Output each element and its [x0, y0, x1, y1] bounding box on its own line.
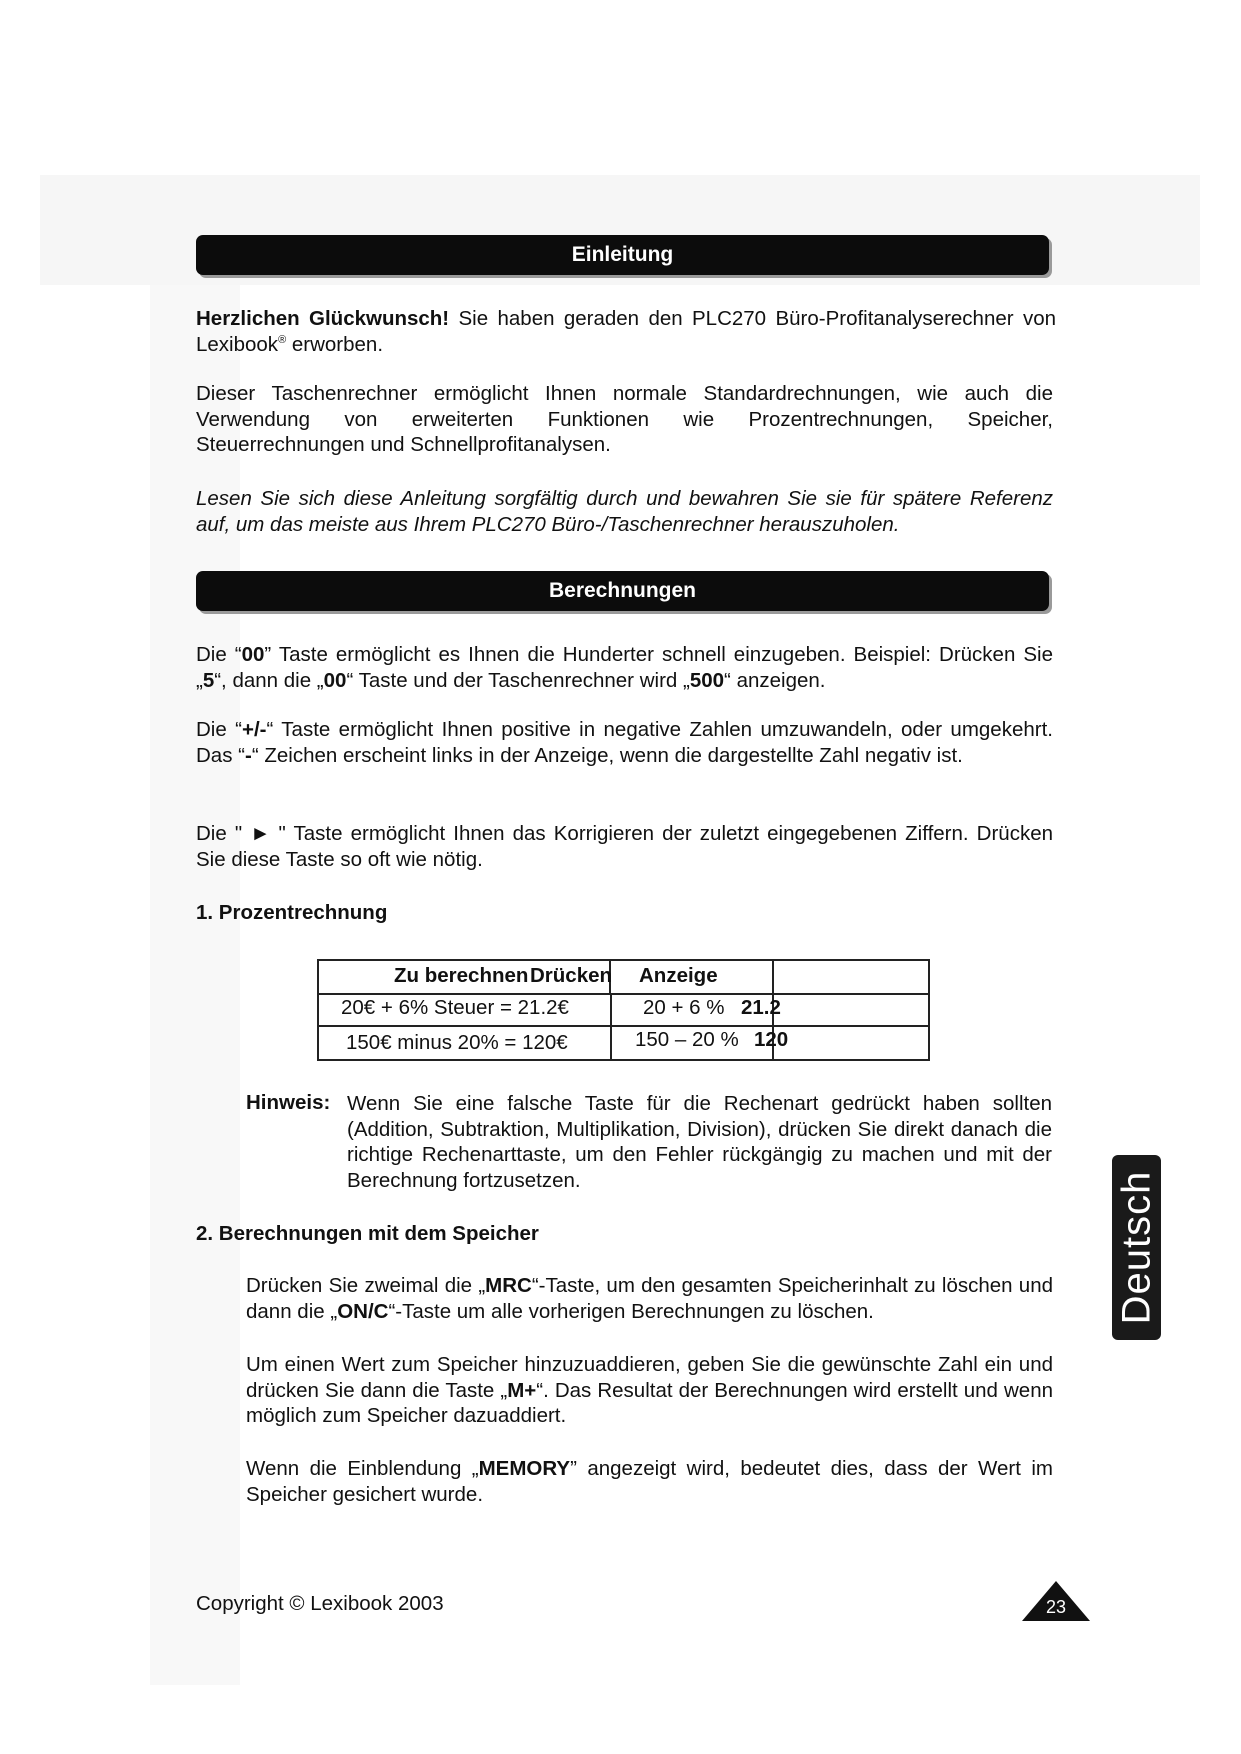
section-bar-einleitung [196, 235, 1049, 275]
note-label: Hinweis: [246, 1091, 331, 1114]
intro-paragraph-3: Lesen Sie sich diese Anleitung sorgfältig durch und bewahren Sie sie für spätere Referenz auf, um das meiste aus Ihrem PLC270 Büro-/Taschenrechner herauszuholen. [196, 487, 1053, 536]
table-cell: 21.2 [741, 996, 781, 1019]
table-cell: 150 – 20 % [635, 1028, 739, 1051]
table-rule [319, 1025, 928, 1027]
section-title: Einleitung [571, 243, 674, 266]
section-title: Berechnungen [548, 579, 697, 602]
intro-paragraph-1: Herzlichen Glückwunsch! Sie haben geraden den PLC270 Büro-Profitanalyserechner von Lexibook® erworben. [196, 307, 1056, 356]
memory-paragraph-1: Drücken Sie zweimal die „MRC“-Taste, um den gesamten Speicherinhalt zu löschen und dann die „ON/C“-Taste um alle vorherigen Berechnungen zu löschen. [246, 1274, 1053, 1323]
memory-paragraph-3: Wenn die Einblendung „MEMORY” angezeigt wird, bedeutet dies, dass der Wert im Speicher gesichert wurde. [246, 1457, 1053, 1506]
table-header: Zu berechnen [394, 964, 529, 987]
table-rule [610, 993, 612, 1061]
percent-table [317, 959, 930, 1061]
table-header: Drücken [530, 964, 613, 987]
language-tab [1112, 1155, 1161, 1340]
language-tab-label: Deutsch [1114, 1170, 1158, 1325]
table-header: Anzeige [639, 964, 718, 987]
calc-paragraph-backspace-key: Die " ► " Taste ermöglicht Ihnen das Korrigieren der zuletzt eingegebenen Ziffern. Drücken Sie diese Taste so oft wie nötig. [196, 822, 1053, 871]
registered-mark: ® [278, 333, 287, 346]
section-bar-berechnungen [196, 571, 1049, 611]
table-cell: 20€ + 6% Steuer = 21.2€ [341, 996, 569, 1019]
memory-paragraph-2: Um einen Wert zum Speicher hinzuzuaddieren, geben Sie die gewünschte Zahl ein und drücken Sie dann die Taste „M+“. Das Resultat der Berechnungen wird erstellt und wenn möglich zum Speicher dazuaddiert. [246, 1353, 1054, 1427]
page-number: 23 [1045, 1597, 1067, 1617]
table-cell: 20 + 6 % [643, 996, 725, 1019]
intro-paragraph-2: Dieser Taschenrechner ermöglicht Ihnen normale Standardrechnungen, wie auch die Verwendung von erweiterten Funktionen wie Prozentrechnungen, Speicher, Steuerrechnungen und Schnellprofitanalysen. [196, 382, 1053, 456]
calc-paragraph-00-key: Die “00” Taste ermöglicht es Ihnen die Hunderter schnell einzugeben. Beispiel: Drücken Sie „5“, dann die „00“ Taste und der Taschenrechner wird „500“ anzeigen. [196, 643, 1053, 692]
copyright: Copyright © Lexibook 2003 [196, 1592, 444, 1615]
heading-speicher: 2. Berechnungen mit dem Speicher [196, 1222, 539, 1245]
heading-prozentrechnung: 1. Prozentrechnung [196, 901, 388, 924]
table-cell: 120 [754, 1028, 789, 1051]
table-cell: 150€ minus 20% = 120€ [346, 1031, 568, 1054]
note-text: Wenn Sie eine falsche Taste für die Rechenart gedrückt haben sollten (Addition, Subtraktion, Multiplikation, Division), drücken Sie direkt danach die richtige Rechenarttaste, um den Fehler rückgängig zu machen und mit der Berechnung fortzusetzen. [347, 1092, 1052, 1192]
table-rule [319, 993, 928, 995]
calc-paragraph-plusminus-key: Die “+/-“ Taste ermöglicht Ihnen positive in negative Zahlen umzuwandeln, oder umgekehrt. Das “-“ Zeichen erscheint links in der Anzeige, wenn die dargestellte Zahl negativ ist. [196, 718, 1053, 767]
